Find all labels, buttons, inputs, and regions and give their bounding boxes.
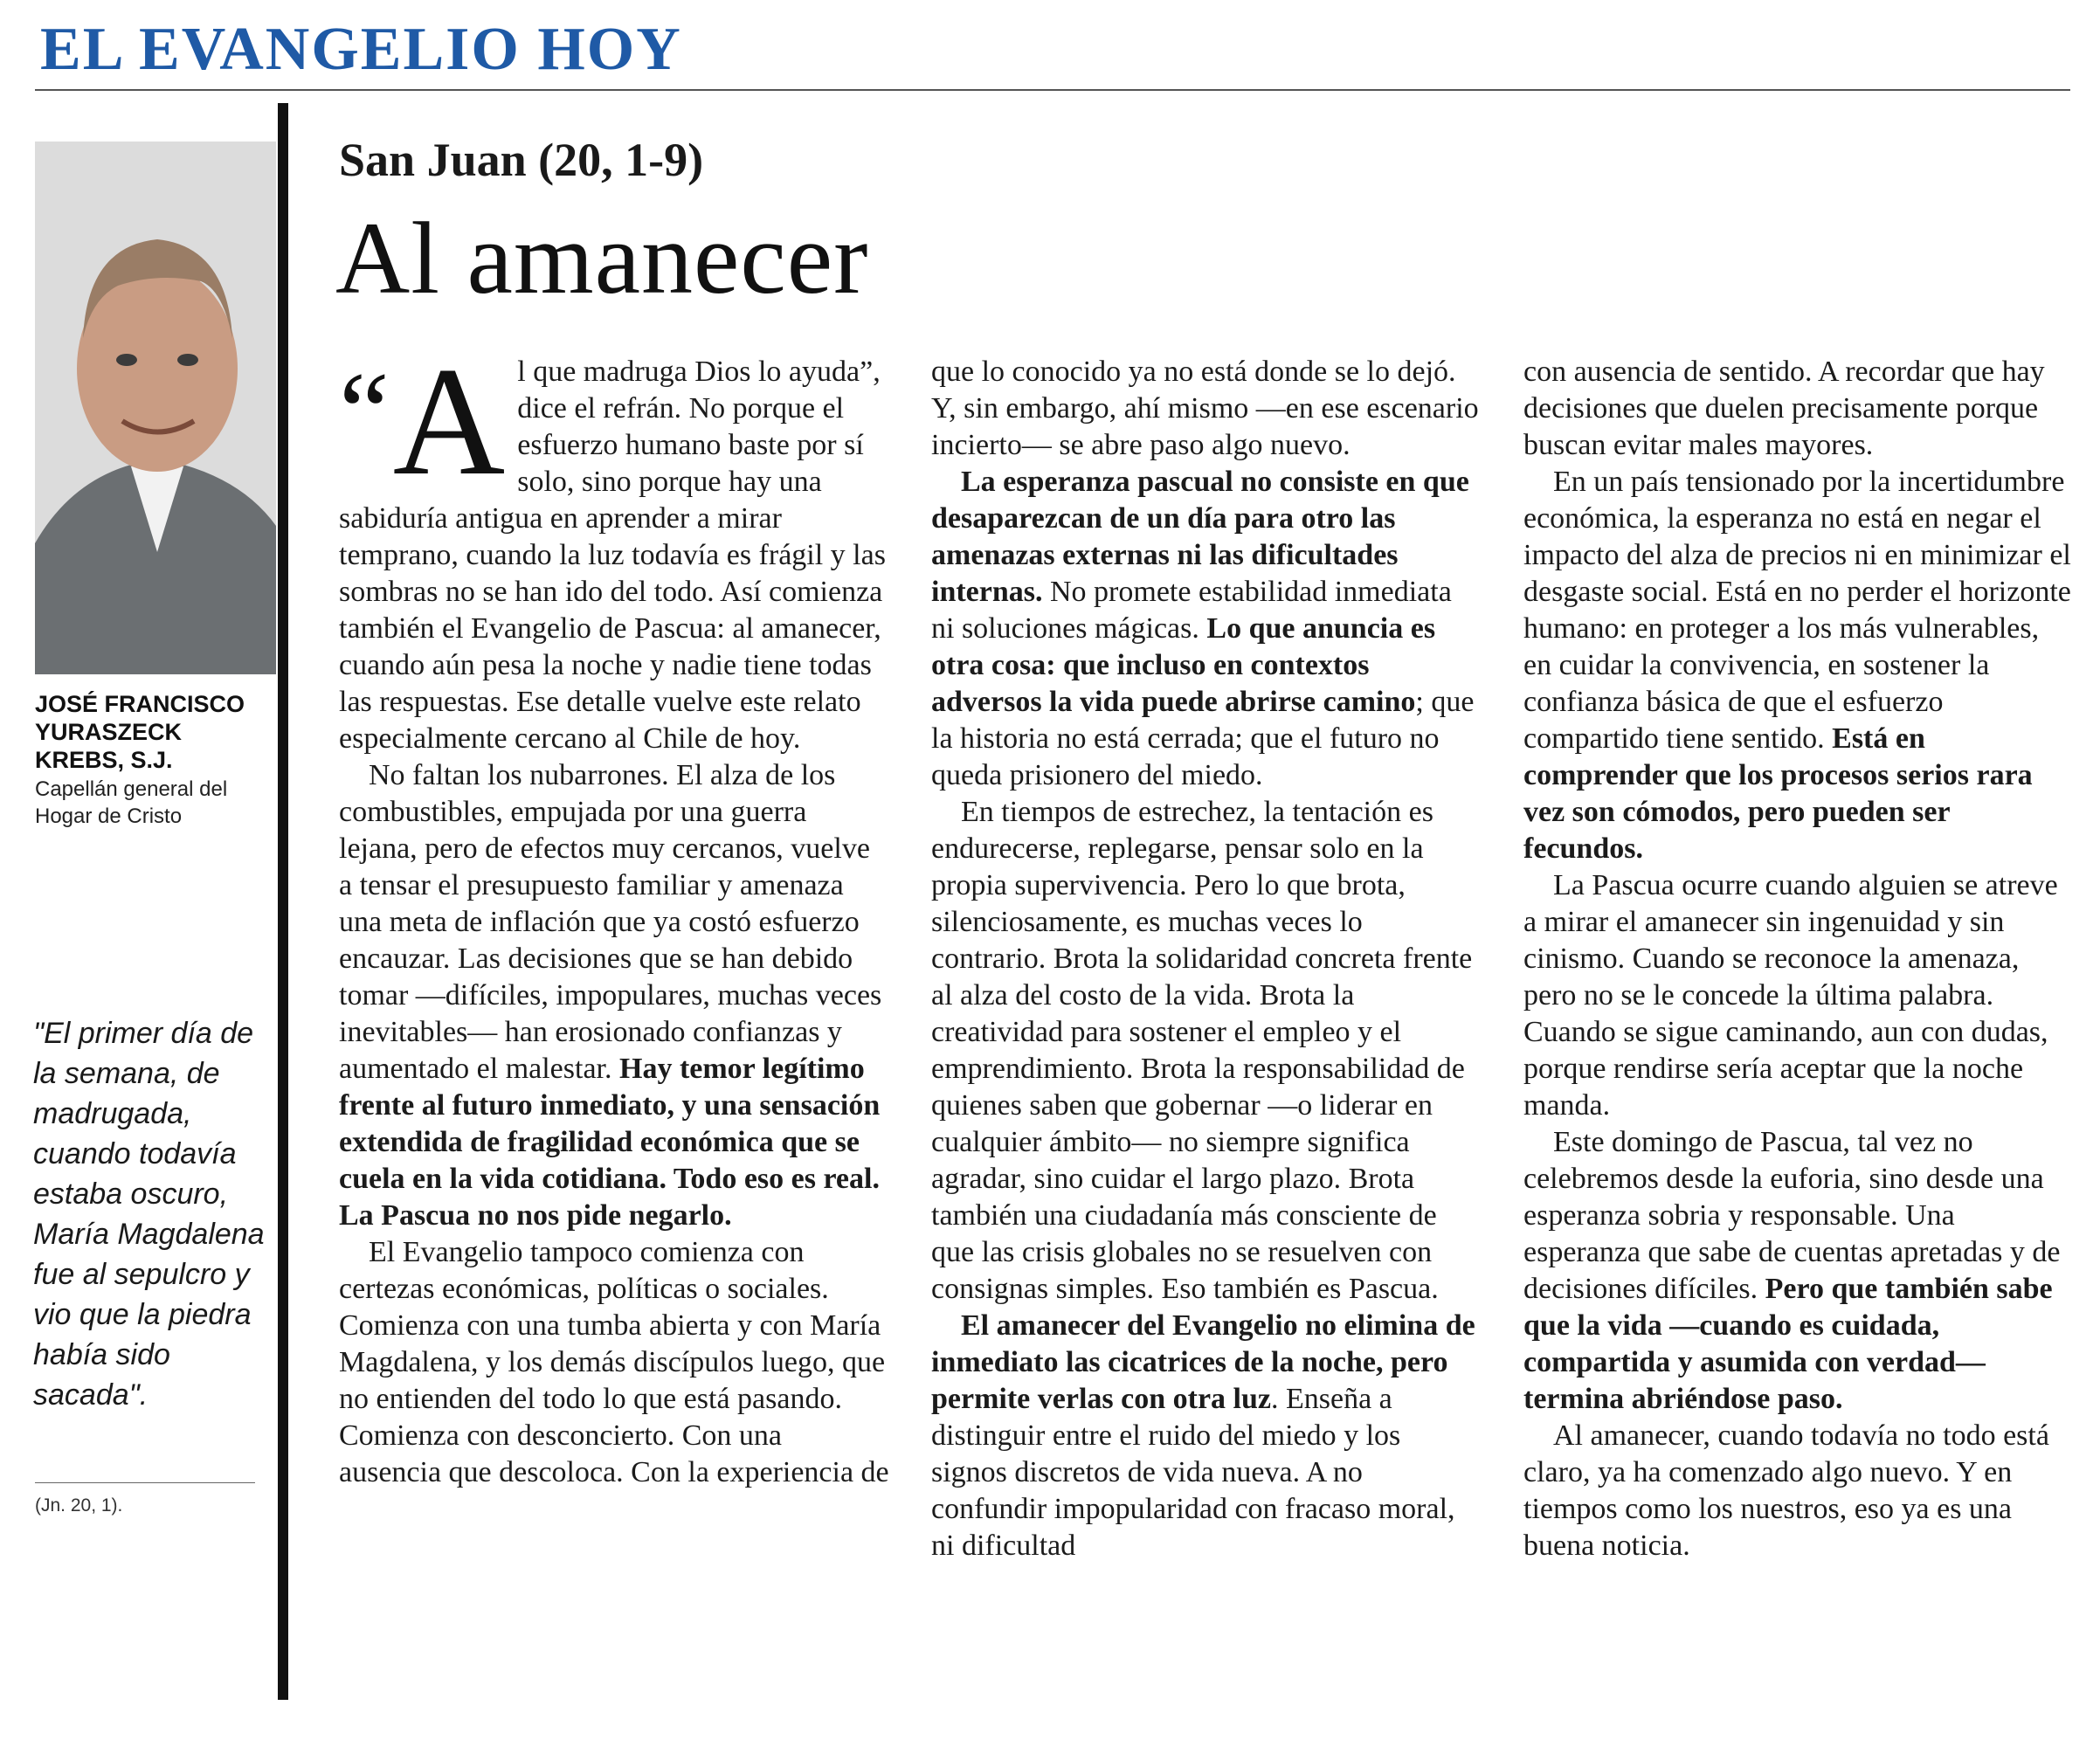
pull-quote: "El primer día de la semana, de madrugada, cuando todavía estaba oscuro, María Magdalena fue al sepulcro y vio que la piedra había sido sacada". xyxy=(33,1017,265,1412)
bold-text: Está en comprender que los procesos serios rara vez son cómodos, pero pueden ser fecundos. xyxy=(1523,722,2033,865)
paragraph-text: En un país tensionado por la incertidumbre económica, la esperanza no está en negar el impacto del alza de precios ni en minimizar el desgaste social. Está en no perder el horizonte humano: en proteger a los más vulnerables, en cuidar la convivencia, en sostener la confianza básica de que el esfuerzo compartido tiene sentido. xyxy=(1523,466,2071,755)
vertical-divider xyxy=(278,103,288,1700)
bold-text: La esperanza pascual no consiste en que desaparezcan de un día para otro las amenazas externas ni las dificultades internas. xyxy=(931,466,1469,608)
article-column-2 xyxy=(931,354,1482,1564)
quote-divider xyxy=(35,1482,255,1483)
paragraph-text: . Enseña a distinguir entre el ruido del miedo y los signos discretos de vida nueva. A no confundir impopularidad con fracaso moral, ni dificultad xyxy=(931,1383,1455,1562)
bold-text: El amanecer del Evangelio no elimina de inmediato las cicatrices de la noche, pero permite verlas con otra luz xyxy=(931,1309,1475,1415)
author-name-line-1: JOSÉ FRANCISCO xyxy=(35,691,245,717)
drop-cap-letter: A xyxy=(392,335,506,508)
paragraph-text: No faltan los nubarrones. El alza de los combustibles, empujada por una guerra lejana, pero de efectos muy cercanos, vuelve a tensar el presupuesto familiar y amenaza una meta de inflación que ya costó esfuerzo encauzar. Las decisiones que se han debido tomar —difíciles, impopulares, muchas veces inevitables— han erosionado confianzas y aumentado el malestar. xyxy=(339,759,882,1085)
paragraph xyxy=(931,464,1482,794)
bold-text: Lo que anuncia es otra cosa: que incluso en contextos adversos la vida puede abrirse camino xyxy=(931,612,1436,718)
paragraph-text: Al amanecer, cuando todavía no todo está claro, ya ha comenzado algo nuevo. Y en tiempos como los nuestros, eso ya es una buena noticia. xyxy=(1523,1419,2049,1562)
author-role-line-2: Hogar de Cristo xyxy=(35,804,183,828)
paragraph-text: No promete estabilidad inmediata ni soluciones mágicas. xyxy=(931,576,1452,645)
paragraph xyxy=(931,354,1482,464)
bold-text: Pero que también sabe que la vida —cuando es cuidada, compartida y asumida con verdad— termina abriéndose paso. xyxy=(1523,1273,2053,1415)
author-name-line-3: KREBS, S.J. xyxy=(35,747,173,773)
paragraph xyxy=(931,794,1482,1308)
paragraph xyxy=(339,1234,889,1491)
paragraph xyxy=(1523,1124,2074,1418)
article-column-1 xyxy=(339,335,889,1491)
quote-reference: (Jn. 20, 1). xyxy=(35,1495,123,1516)
paragraph-text: ; que la historia no está cerrada; que el futuro no queda prisionero del miedo. xyxy=(931,686,1475,791)
paragraph-text: que lo conocido ya no está donde se lo dejó. Y, sin embargo, ahí mismo —en ese escenario incierto— se abre paso algo nuevo. xyxy=(931,356,1479,461)
paragraph-text: El Evangelio tampoco comienza con certezas económicas, políticas o sociales. Comienza con una tumba abierta y con María Magdalena, y los demás discípulos luego, que no entienden del todo lo que está pasando. Comienza con desconcierto. Con una ausencia que descoloca. Con la experiencia de xyxy=(339,1236,889,1488)
section-title: EL EVANGELIO HOY xyxy=(40,16,682,83)
drop-cap xyxy=(339,335,506,508)
portrait-illustration xyxy=(35,142,276,674)
author-role-line-1: Capellán general del xyxy=(35,777,228,801)
author-role xyxy=(35,776,271,830)
headline: Al amanecer xyxy=(335,201,869,315)
bold-text: Hay temor legítimo frente al futuro inmediato, y una sensación extendida de fragilidad económica que se cuela en la vida cotidiana. Todo eso es real. La Pascua no nos pide negarlo. xyxy=(339,1053,881,1232)
author-name xyxy=(35,690,271,774)
paragraph xyxy=(339,757,889,1234)
top-divider xyxy=(35,89,2070,91)
author-photo xyxy=(35,142,276,674)
paragraph-text: Este domingo de Pascua, tal vez no celebremos desde la euforia, sino desde una esperanza sobria y responsable. Una esperanza que sabe de cuentas apretadas y de decisiones difíciles. xyxy=(1523,1126,2061,1305)
paragraph xyxy=(1523,464,2074,867)
author-name-line-2: YURASZECK xyxy=(35,719,183,745)
paragraph-text: La Pascua ocurre cuando alguien se atreve a mirar el amanecer sin ingenuidad y sin cinismo. Cuando se reconoce la amenaza, pero no se le concede la última palabra. Cuando se sigue caminando, aun con dudas, porque rendirse sería aceptar que la noche manda. xyxy=(1523,869,2058,1122)
article-column-3 xyxy=(1523,354,2074,1564)
paragraph xyxy=(1523,354,2074,464)
paragraph xyxy=(931,1308,1482,1564)
gospel-reference: San Juan (20, 1-9) xyxy=(339,134,704,186)
paragraph-text: En tiempos de estrechez, la tentación es endurecerse, replegarse, pensar solo en la propia supervivencia. Pero lo que brota, silenciosamente, es muchas veces lo contrario. Brota la solidaridad concreta frente al alza del costo de la vida. Brota la creatividad para sostener el empleo y el emprendimiento. Brota la responsabilidad de quienes saben que gobernar —o liderar en cualquier ámbito— no siempre significa agradar, sino cuidar el largo plazo. Brota también una ciudadanía más consciente de que las crisis globales no se resuelven con consignas simples. Eso también es Pascua. xyxy=(931,796,1473,1305)
drop-quote-mark: “ xyxy=(339,349,390,475)
paragraph-text: l que madruga Dios lo ayuda”, dice el refrán. No porque el esfuerzo humano baste por sí solo, sino porque hay una sabiduría antigua en aprender a mirar temprano, cuando la luz todavía es frágil y las sombras no se han ido del todo. Así comienza también el Evangelio de Pascua: al amanecer, cuando aún pesa la noche y nadie tiene todas las respuestas. Ese detalle vuelve este relato especialmente cercano al Chile de hoy. xyxy=(339,356,886,755)
paragraph xyxy=(339,335,889,757)
paragraph xyxy=(1523,867,2074,1124)
paragraph xyxy=(1523,1418,2074,1564)
paragraph-text: con ausencia de sentido. A recordar que hay decisiones que duelen precisamente porque buscan evitar males mayores. xyxy=(1523,356,2045,461)
